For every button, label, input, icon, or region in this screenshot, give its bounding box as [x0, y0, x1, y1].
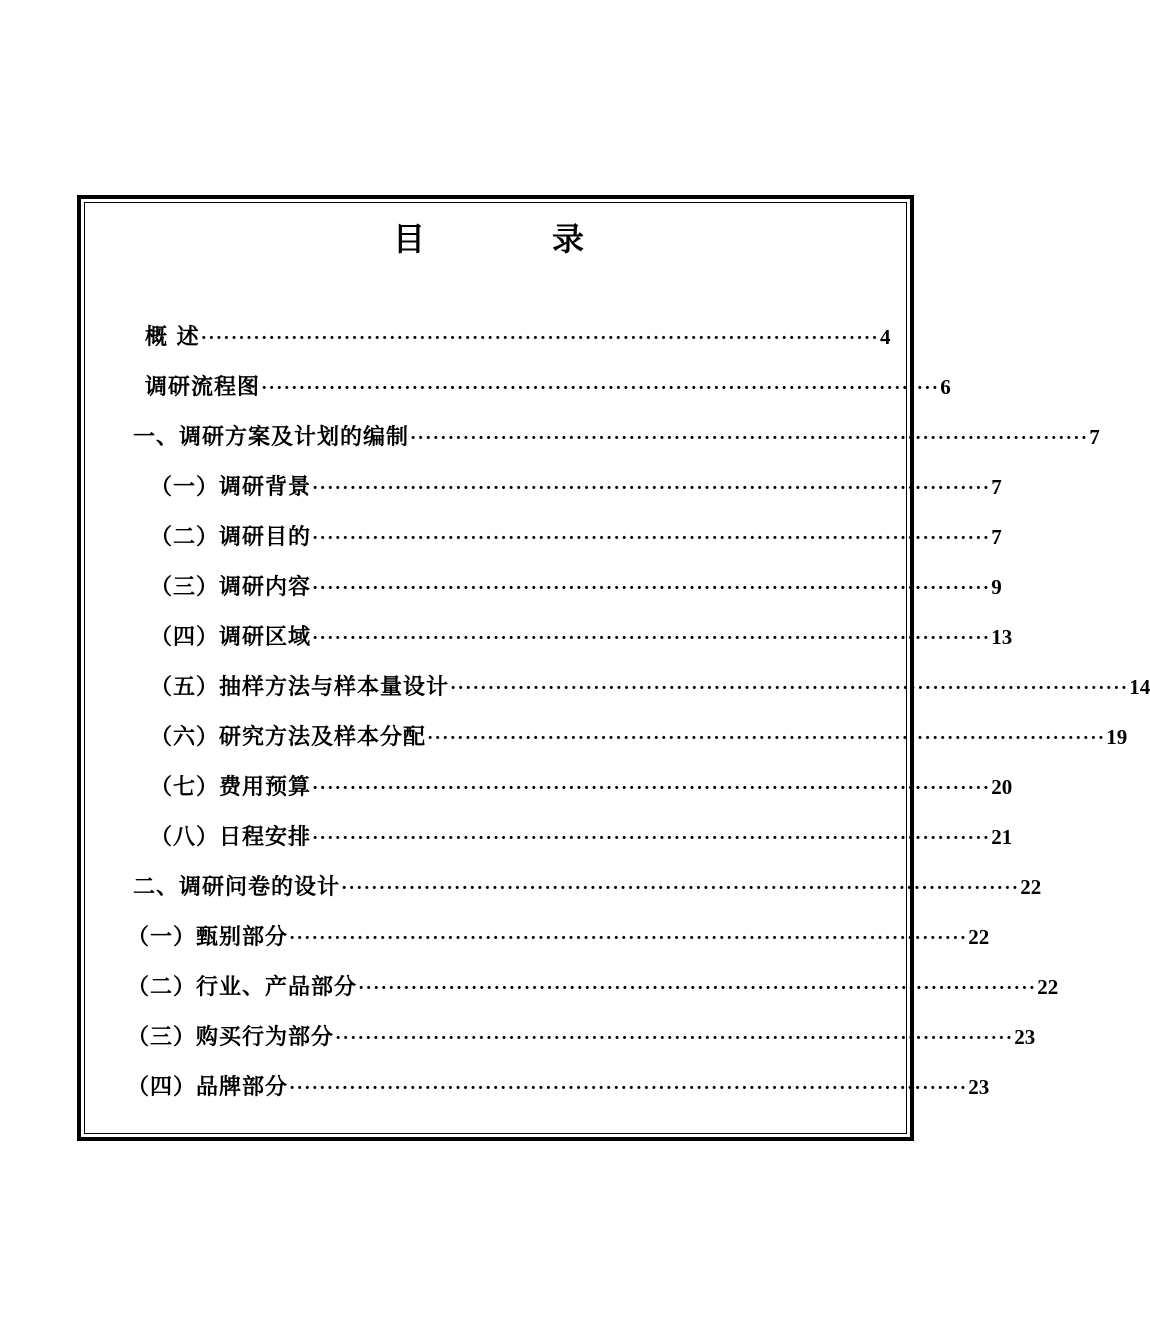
- toc-entry-leader: ··························································································: [410, 428, 1089, 449]
- toc-entry-label: 调研流程图: [145, 375, 261, 400]
- toc-entry-2-2[interactable]: [127, 970, 1059, 1004]
- toc-entry-leader: ··························································································: [289, 928, 968, 949]
- toc-entry-page: 7: [991, 525, 1002, 549]
- toc-entry-leader: ··························································································: [312, 628, 991, 649]
- toc-entry-1-1[interactable]: [150, 470, 1002, 504]
- toc-entry-label: 一、调研方案及计划的编制: [133, 425, 410, 450]
- toc-entry-page: 7: [991, 475, 1002, 499]
- toc-entry-2-4[interactable]: [127, 1070, 990, 1104]
- toc-entry-label: （八）日程安排: [150, 825, 312, 850]
- toc-entry-flowchart[interactable]: [145, 370, 951, 404]
- toc-entry-page: 4: [879, 325, 891, 349]
- toc-entry-label: （七）费用预算: [150, 775, 312, 800]
- toc-entry-label: （一）甄别部分: [127, 925, 289, 950]
- toc-entry-leader: ··························································································: [427, 728, 1106, 749]
- toc-entry-leader: ··························································································: [289, 1078, 968, 1099]
- toc-entry-label: 概 述: [145, 325, 200, 350]
- toc-title-char-2: 录: [552, 220, 585, 258]
- toc-entry-leader: ··························································································: [450, 678, 1129, 699]
- toc-entry-label: （四）调研区域: [150, 625, 312, 650]
- toc-title-char-1: 目: [393, 220, 426, 258]
- toc-entry-label: （一）调研背景: [150, 475, 312, 500]
- toc-entry-1-4[interactable]: [150, 620, 1013, 654]
- toc-entry-page: 20: [991, 775, 1013, 799]
- toc-entry-1-5[interactable]: [150, 670, 1150, 704]
- toc-entry-leader: ··························································································: [312, 528, 991, 549]
- toc-entry-page: 7: [1089, 425, 1100, 449]
- toc-entry-overview[interactable]: [145, 320, 891, 354]
- toc-entry-label: （二）调研目的: [150, 525, 312, 550]
- toc-entry-1-7[interactable]: [150, 770, 1013, 804]
- toc-entry-leader: ··························································································: [341, 878, 1020, 899]
- toc-entry-page: 22: [1037, 975, 1059, 999]
- toc-title: [0, 217, 950, 261]
- toc-entry-1-6[interactable]: [150, 720, 1128, 754]
- toc-entry-2-1[interactable]: [127, 920, 990, 954]
- toc-entry-2-3[interactable]: [127, 1020, 1036, 1054]
- toc-entry-leader: ··························································································: [312, 578, 991, 599]
- toc-entry-leader: ··························································································: [312, 478, 991, 499]
- toc-entry-page: 22: [968, 925, 990, 949]
- toc-entry-chapter-1[interactable]: [133, 420, 1100, 454]
- toc-entry-page: 21: [991, 825, 1013, 849]
- toc-entry-leader: ··························································································: [261, 378, 940, 399]
- toc-entry-leader: ··························································································: [358, 978, 1037, 999]
- toc-entry-page: 23: [968, 1075, 990, 1099]
- toc-entry-label: （三）购买行为部分: [127, 1025, 335, 1050]
- toc-entry-page: 13: [991, 625, 1013, 649]
- toc-entry-label: （三）调研内容: [150, 575, 312, 600]
- toc-entry-leader: ··························································································: [200, 328, 879, 349]
- toc-entry-page: 22: [1020, 875, 1042, 899]
- toc-entry-label: （四）品牌部分: [127, 1075, 289, 1100]
- toc-entry-label: （六）研究方法及样本分配: [150, 725, 427, 750]
- toc-entry-label: 二、调研问卷的设计: [133, 875, 341, 900]
- toc-entry-page: 19: [1106, 725, 1128, 749]
- toc-entry-label: （五）抽样方法与样本量设计: [150, 675, 450, 700]
- toc-entry-1-3[interactable]: [150, 570, 1002, 604]
- toc-entry-page: 9: [991, 575, 1002, 599]
- toc-entry-label: （二）行业、产品部分: [127, 975, 358, 1000]
- toc-entry-page: 14: [1129, 675, 1150, 699]
- toc-entry-chapter-2[interactable]: [133, 870, 1042, 904]
- toc-entry-leader: ··························································································: [312, 828, 991, 849]
- toc-entry-page: 6: [940, 375, 951, 399]
- toc-entry-leader: ··························································································: [335, 1028, 1014, 1049]
- toc-entry-1-8[interactable]: [150, 820, 1013, 854]
- toc-entry-leader: ··························································································: [312, 778, 991, 799]
- toc-entry-page: 23: [1014, 1025, 1036, 1049]
- toc-entry-1-2[interactable]: [150, 520, 1002, 554]
